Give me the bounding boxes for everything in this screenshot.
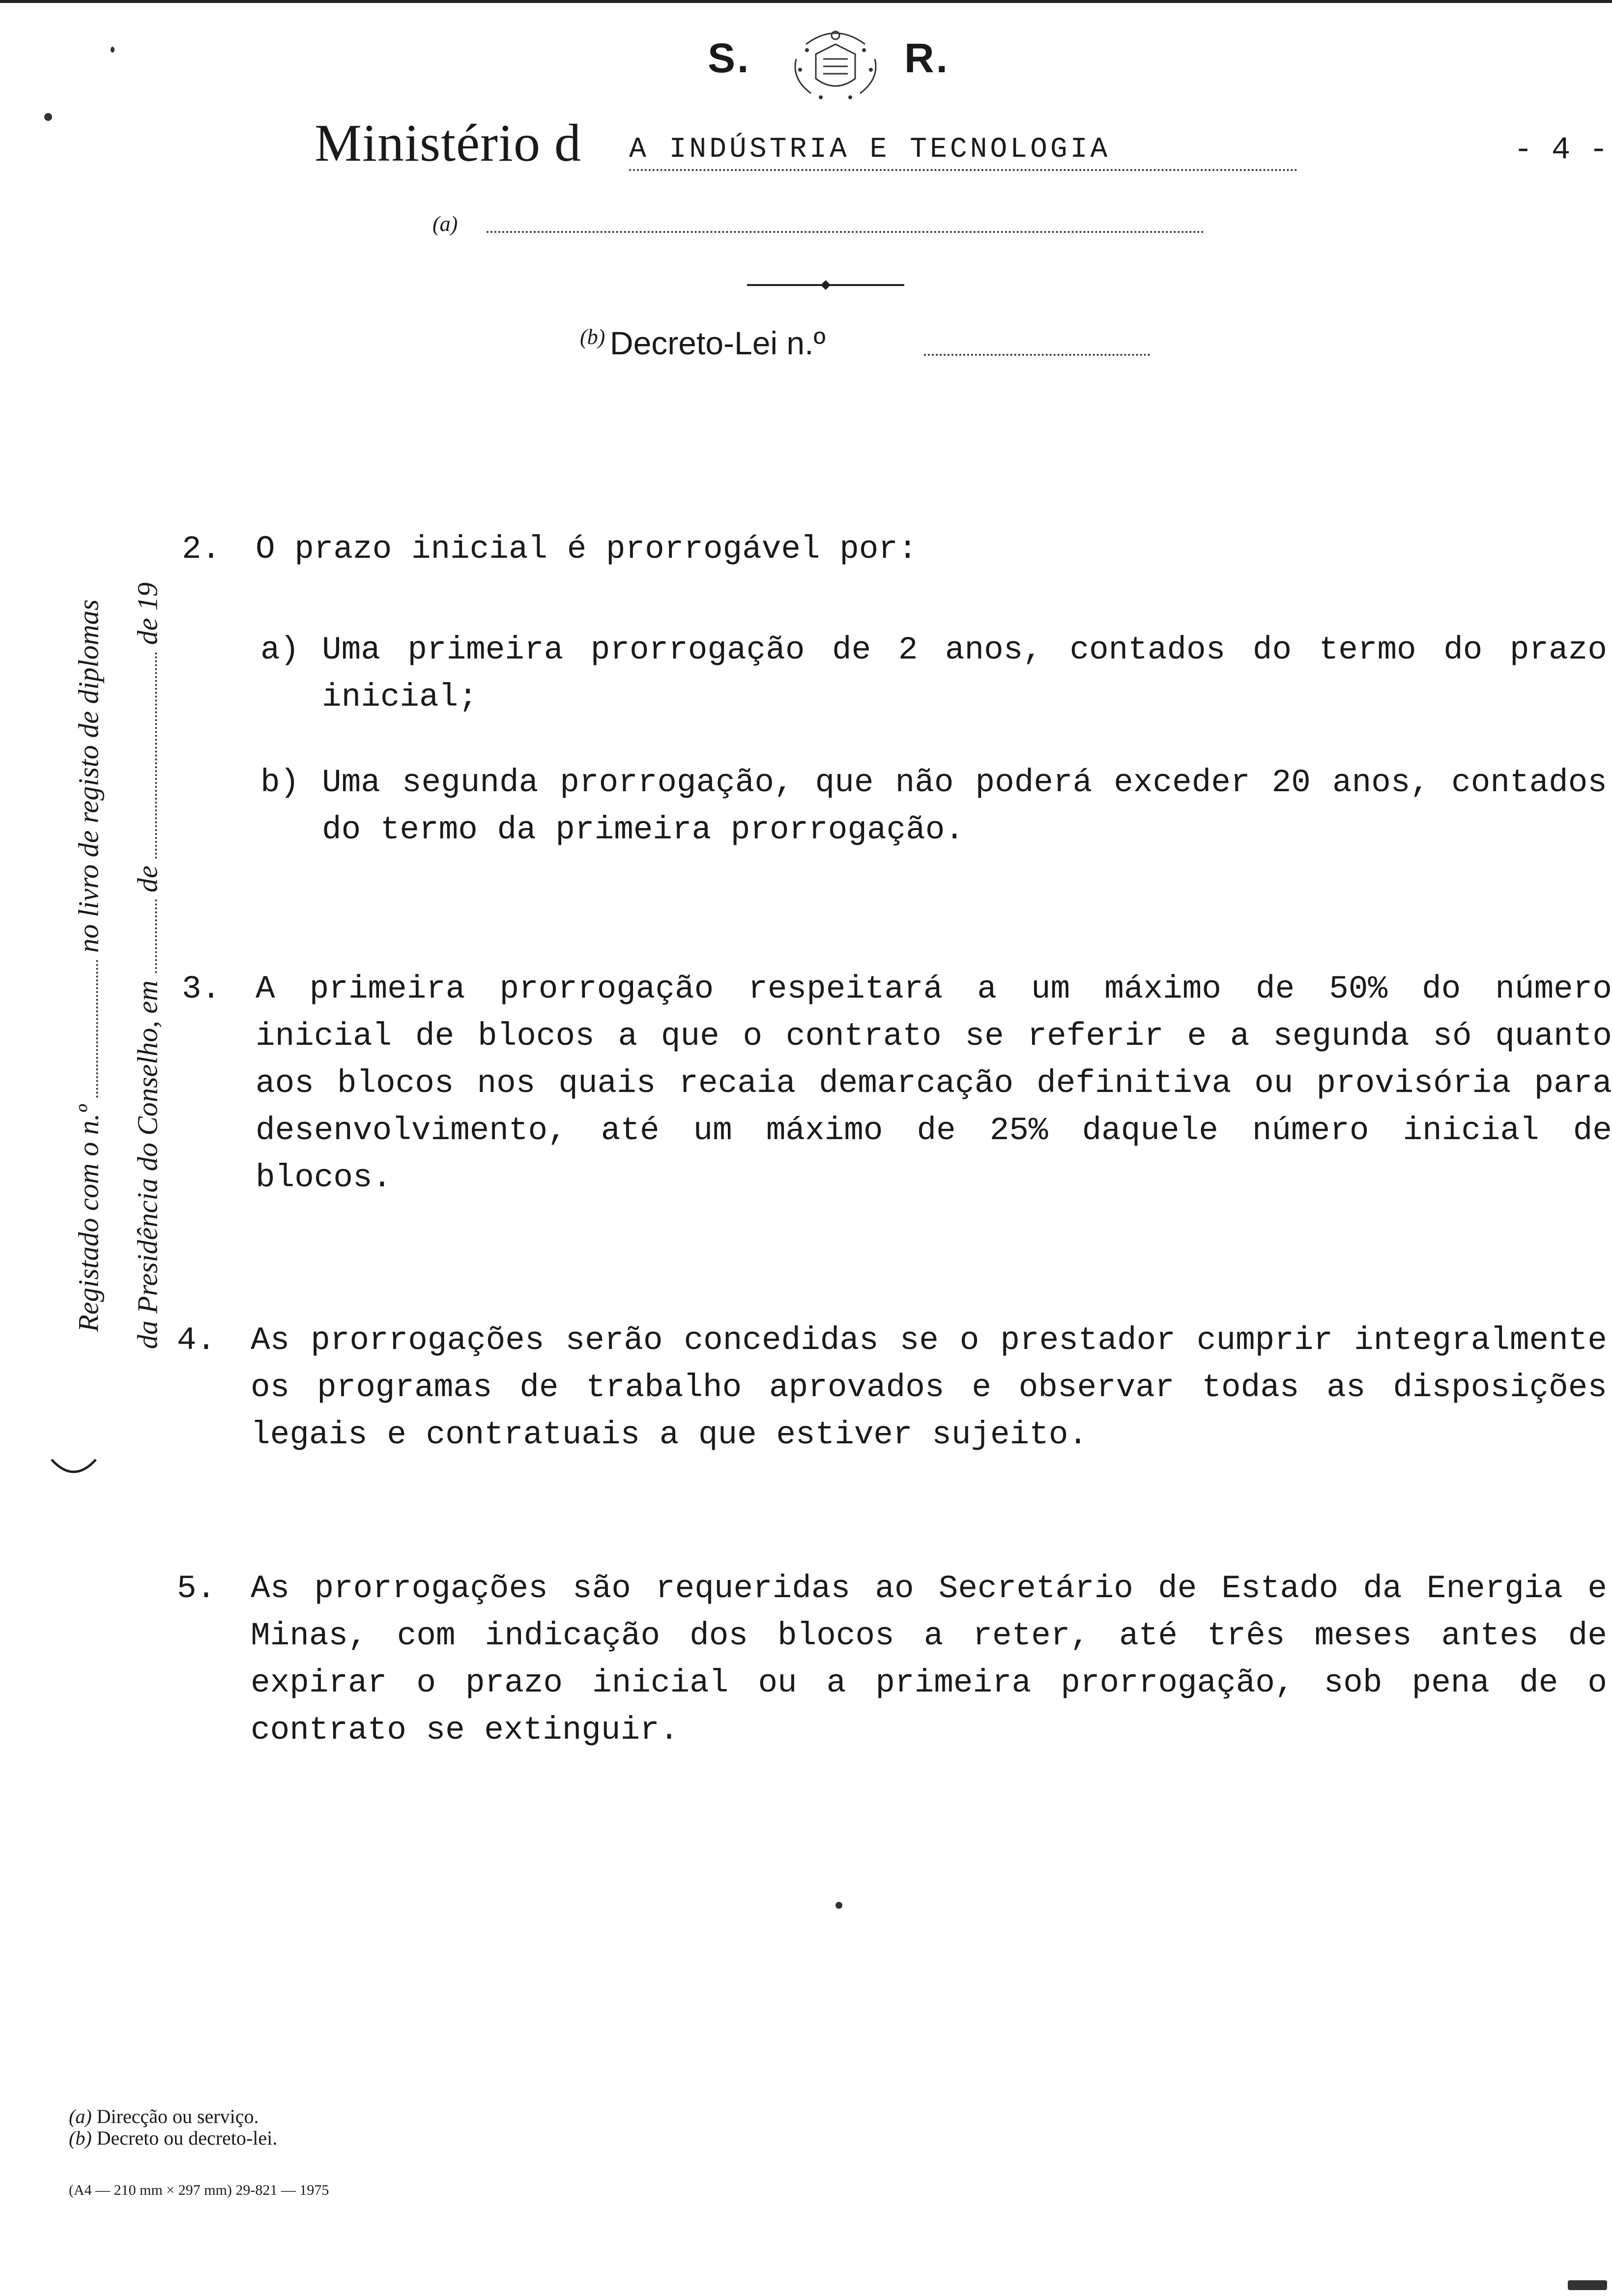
- letterhead-right-letter: R.: [904, 35, 950, 81]
- scan-speck: [111, 47, 115, 53]
- field-b: [580, 324, 1071, 364]
- letterhead: [698, 25, 973, 103]
- page-number: - 4 -: [1514, 133, 1609, 168]
- divider-ornament: [747, 275, 904, 295]
- paragraph-number: 3.: [182, 971, 221, 1007]
- subitem-text: Uma primeira prorrogação de 2 anos, contados do termo do prazo inicial;: [322, 631, 1607, 716]
- footnote-letter: (a): [69, 2105, 92, 2127]
- print-reference: (A4 — 210 mm × 297 mm) 29-821 — 1975: [69, 2182, 329, 2198]
- subitem-letter: a): [260, 631, 300, 668]
- coat-of-arms-icon: [777, 25, 894, 103]
- field-a-blank: [487, 231, 1204, 233]
- field-a-label: (a): [432, 212, 458, 236]
- scan-speck: [44, 113, 52, 121]
- scan-speck: [1568, 2280, 1607, 2290]
- ministry-name: A INDÚSTRIA E TECNOLOGIA: [629, 134, 1297, 171]
- margin-line1-part1: Registado com o n.º: [72, 1104, 105, 1332]
- letterhead-left-letter: S.: [708, 35, 751, 81]
- field-a: [432, 211, 458, 236]
- margin-registration-line-1: [59, 526, 118, 1406]
- paragraph-number: 2.: [182, 531, 221, 568]
- paragraph-number: 4.: [177, 1322, 216, 1359]
- subitem-letter: b): [260, 764, 300, 801]
- subitem-text: Uma segunda prorrogação, que não poderá exceder 20 anos, contados do termo da primeira prorrogação.: [322, 764, 1607, 848]
- ministry-label: Ministério d: [315, 114, 581, 172]
- footnote-a: [69, 2106, 277, 2127]
- margin-line2-part1: da Presidência do Conselho, em: [131, 980, 164, 1349]
- decree-label: Decreto-Lei n.º: [609, 325, 826, 361]
- margin-line1-part2: no livro de registo de diplomas: [72, 599, 105, 953]
- top-rule: [0, 0, 1612, 3]
- footnote-b: [69, 2127, 277, 2149]
- field-b-label: (b): [580, 325, 605, 349]
- footnote-text: Direcção ou serviço.: [96, 2105, 259, 2127]
- margin-registration-line-2: [118, 526, 177, 1406]
- margin-bracket-mark: [49, 1455, 98, 1484]
- paragraph-text: A primeira prorrogação respeitará a um máximo de 50% do número inicial de blocos a que o contrato se referir e a segunda só quanto aos blocos nos quais recaia demarcação definitiva ou provisória para desenvolvimento, até um máximo de 25% daquele número inicial de blocos.: [256, 971, 1612, 1196]
- footnote-text: Decreto ou decreto-lei.: [96, 2127, 278, 2149]
- scan-speck: [835, 1902, 842, 1909]
- paragraph-text: As prorrogações são requeridas ao Secretário de Estado da Energia e Minas, com indicação dos blocos a reter, até três meses antes de expirar o prazo inicial ou a primeira prorrogação, sob pena de o contrato se extinguir.: [251, 1570, 1607, 1749]
- ministry-line: [315, 113, 1297, 182]
- margin-line2-part3: de 19: [131, 582, 164, 645]
- margin-line2-part2: de: [131, 865, 164, 892]
- paragraph-text: O prazo inicial é prorrogável por:: [256, 531, 918, 568]
- paragraph-number: 5.: [177, 1570, 216, 1607]
- footnotes: [69, 2106, 277, 2149]
- decree-number-blank: [924, 354, 1150, 356]
- paragraph-text: As prorrogações serão concedidas se o prestador cumprir integralmente os programas de trabalho aprovados e observar todas as disposições legais e contratuais a que estiver sujeito.: [251, 1322, 1607, 1453]
- footnote-letter: (b): [69, 2127, 92, 2149]
